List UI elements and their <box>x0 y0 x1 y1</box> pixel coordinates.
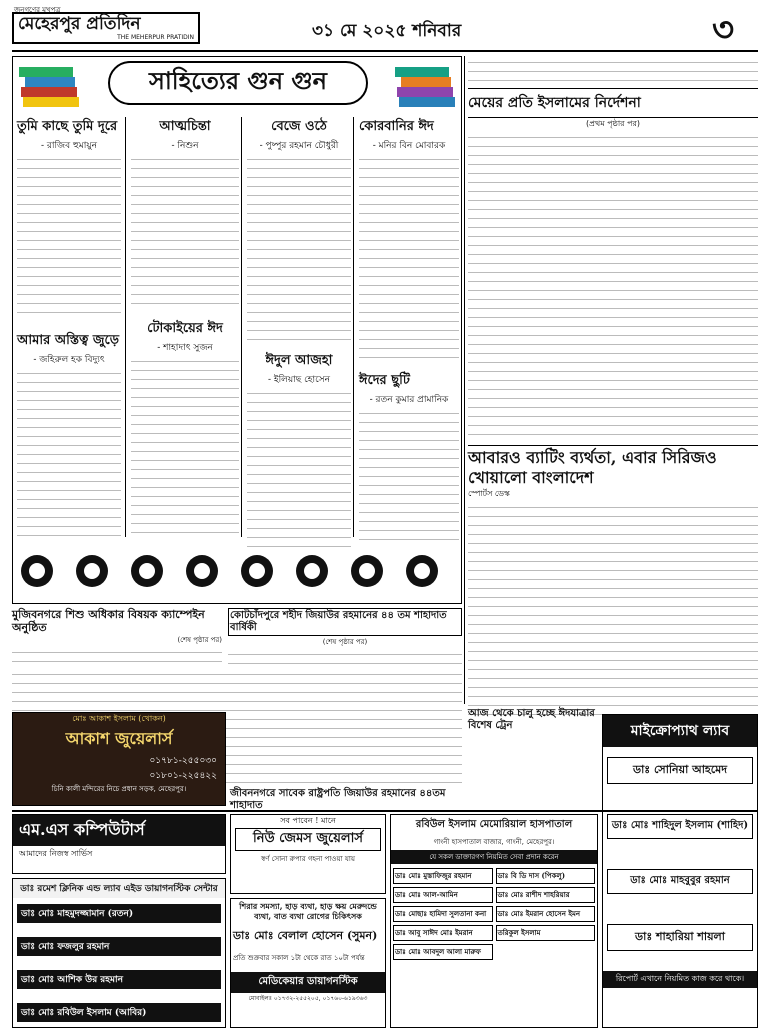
page-number: ৩ <box>712 10 735 50</box>
poem-title: বেজে ওঠে <box>271 119 327 134</box>
column-divider <box>125 117 126 537</box>
ad-hospital-doctor: ডাঃ মোছাঃ হামিদা সুলতানা কনা <box>393 906 493 922</box>
ad-medicare-service: শিরার সমস্যা, হাড় ব্যথা, হাড় ক্ষয় মেরুদন্ডে ব্যথা, বাত ব্যথা রোগের চিকিৎসক <box>239 901 377 921</box>
news-title: জীবননগরে সাবেক রাষ্ট্রপতি জিয়াউর রহমানের ৪৪তম শাহাদাত <box>230 788 446 811</box>
ad-computer-tag: আমাদের নিজস্ব সার্ভিস <box>19 849 93 858</box>
poem-author: - মনির বিন মোবারক <box>372 141 446 151</box>
sports-desk: স্পোর্টস ডেস্ক <box>468 489 510 498</box>
headline-cricket: আবারও ব্যাটিং ব্যর্থতা, এবার সিরিজও খোয়ালো বাংলাদেশ <box>468 445 758 488</box>
ad-hospital-doctor: ডাঃ মোঃ আবদুল আলা মারুফ <box>393 944 493 960</box>
ad-new-jewellers-slogan: সব পাবেন ! মানে <box>280 816 336 825</box>
news-title: কোটচাঁদপুরে শহীদ জিয়াউর রহমানের ৪৪ তম শাহাদাত বার্ষিকী <box>228 608 462 636</box>
column-divider <box>353 117 354 537</box>
news-title: মুজিবনগরে শিশু অধিকার বিষয়ক ক্যাম্পেইন অনুষ্ঠিত <box>12 608 205 634</box>
poem-col-2 <box>131 117 239 537</box>
ad-micropath-doctor: ডাঃ মোঃ মাহবুবুর রহমান <box>607 869 753 894</box>
poem-body <box>17 367 121 537</box>
article-body <box>468 56 758 88</box>
news-1 <box>12 608 222 666</box>
poem-col-1 <box>17 117 121 537</box>
poem-author: - শাহাদাৎ সুজন <box>157 343 213 353</box>
poem-author: - নিশুন <box>171 141 199 151</box>
poem-body <box>247 153 351 345</box>
ad-akash-phone: ০১৮০১-২২৫৪২২ <box>149 771 217 781</box>
column-divider <box>241 117 242 537</box>
news-2 <box>228 608 462 666</box>
ad-medicare-doctor: ডাঃ মোঃ বেলাল হোসেন (সুমন) <box>233 929 378 942</box>
ad-akash-owner: মোঃ আকাশ ইসলাম (খোকন) <box>72 714 166 723</box>
article-body <box>468 131 758 441</box>
ad-hospital-doctor: ডাঃ আবু সাঈদ মোঃ ইমরান <box>393 925 493 941</box>
ad-hospital-doctor: ডাঃ মোঃ ইমরান হোসেন ইমন <box>496 906 596 922</box>
ad-hospital-doctor: তরিকুল ইসলাম <box>496 925 596 941</box>
ad-micropath <box>602 714 758 1028</box>
masthead <box>12 4 758 48</box>
poem-author: - পুষ্পুর রহমান চৌধুরী <box>259 141 339 151</box>
news-train-text: আজ থেকে চালু হচ্ছে ঈদযাত্রার বিশেষ ট্রেন <box>468 708 595 731</box>
ad-medicare <box>230 898 386 1028</box>
ad-computer-name: এম.এস কম্পিউটার্স <box>13 815 225 846</box>
news-4 <box>230 788 462 811</box>
ad-new-jewellers-name: নিউ জেমস জুয়েলার্স <box>235 828 381 851</box>
literature-banner-title: সাহিত্যের গুন গুন <box>148 66 328 95</box>
brand-logo <box>12 12 200 44</box>
ad-computer <box>12 814 226 874</box>
ad-clinic-doctor: ডাঃ মোঃ মাহমুদজ্জামান (রতন) <box>17 904 221 923</box>
literature-section <box>12 56 462 604</box>
news-tag: (শেষ পৃষ্ঠার পর) <box>177 636 222 644</box>
right-column <box>468 56 758 706</box>
books-illustration <box>13 57 87 117</box>
masthead-tagline: জনগণের মুখপত্র <box>14 6 61 14</box>
ad-hospital-doctor: ডাঃ বি ডি দাস (পিকলু) <box>496 868 596 884</box>
masthead-rule <box>12 50 758 52</box>
poem-author: - ইলিয়াছ হোসেন <box>267 375 330 385</box>
ad-hospital-doctors <box>391 866 597 962</box>
ad-micropath-doctor: ডাঃ শাহারিয়া শায়লা <box>607 924 753 951</box>
ad-micropath-name: মাইক্রোপ্যাথ ল্যাব <box>603 715 757 747</box>
poem-author: - রাজিব হুমায়ুন <box>41 141 97 151</box>
ad-akash-jewellers-box <box>12 712 226 806</box>
ad-new-jewellers-sub: স্বর্ণ সোনা রুপার গহনা পাওয়া যায় <box>260 855 356 863</box>
brand-name: মেহেরপুর প্রতিদিন <box>18 14 141 34</box>
ad-new-jewellers <box>230 814 386 894</box>
poem-col-4 <box>359 117 459 537</box>
poem-body <box>359 153 459 361</box>
ad-hospital <box>390 814 598 1028</box>
poem-title: টোকাইয়ের ঈদ <box>147 321 223 336</box>
ad-clinic-doctor: ডাঃ মোঃ আশিক উর রহমান <box>17 970 221 989</box>
poem-body <box>247 387 351 547</box>
ad-hospital-name: রবিউল ইসলাম মেমোরিয়াল হাসপাতাল <box>415 819 573 830</box>
ad-medicare-phone: মোবাইলঃ ০১৭৩২-২৫৫২০৫, ০১৭৬০-৬১৯৩৬৩ <box>248 995 368 1002</box>
issue-date: ৩১ মে ২০২৫ শনিবার <box>312 21 462 41</box>
poem-body <box>131 153 239 311</box>
poem-title: কোরবানির ঈদ <box>359 119 434 134</box>
poem-title: তুমি কাছে তুমি দূরে <box>17 119 118 134</box>
continuation-tag: (প্রথম পৃষ্ঠার পর) <box>585 119 641 128</box>
brand-subname: THE MEHERPUR PRATIDIN <box>117 34 194 41</box>
ad-medicare-center: মেডিকেয়ার ডায়াগনস্টিক <box>231 972 385 993</box>
ad-clinic-name: ডাঃ রমেশ ক্লিনিক এন্ড ল্যাব এইড ডায়াগনস্টিক সেন্টার <box>13 879 225 898</box>
news-tag: (শেষ পৃষ্ঠার পর) <box>322 638 368 646</box>
books-illustration-right <box>391 57 461 117</box>
ad-hospital-addr: গাংনী হাসপাতাল বাজার, গাংনী, মেহেরপুর। <box>433 838 555 846</box>
poem-body <box>359 407 459 547</box>
ad-hospital-doctor: ডাঃ মোঃ আল-আমিন <box>393 887 493 903</box>
headline-islam: মেয়ের প্রতি ইসলামের নির্দেশনা <box>468 88 758 118</box>
ad-medicare-day: প্রতি শুক্রবার সকাল ১টা থেকে রাত ১০টা পর্যন্ত <box>233 954 365 962</box>
poem-title: ঈদুল আজহা <box>265 353 333 368</box>
literature-banner <box>108 61 368 105</box>
ad-clinic-doctor: ডাঃ মোঃ ফজলুর রহমান <box>17 937 221 956</box>
poem-col-3 <box>247 117 351 537</box>
ad-akash-addr: চিনি কালী মন্দিরের নিচে প্রধান সড়ক, মেহেরপুর। <box>51 785 187 793</box>
poem-body <box>17 153 121 321</box>
poem-body <box>131 355 239 535</box>
column-divider <box>464 56 465 704</box>
article-body <box>468 501 758 721</box>
poem-title: আমার অস্তিত্ব জুড়ে <box>17 333 120 348</box>
poem-title: ঈদের ছুটি <box>359 373 410 388</box>
ad-clinic-doctor: ডাঃ মোঃ রবিউল ইসলাম (আবির) <box>17 1003 221 1022</box>
ad-hospital-doctor: ডাঃ মোঃ রাশীদ শাহরিয়ার <box>496 887 596 903</box>
ad-micropath-doctor: ডাঃ মোঃ শাহিদুল ইসলাম (শাহিদ) <box>607 814 753 839</box>
poem-author: - রতন কুমার প্রামানিক <box>369 395 449 405</box>
ad-clinic <box>12 878 226 1028</box>
poem-title: আত্মচিন্তা <box>159 119 211 134</box>
ad-akash-phone: ০১৭৮১-২৫৫০৩০ <box>149 756 217 766</box>
ornament-border <box>17 543 457 599</box>
ad-micropath-footer: রিপোর্ট এখানে নিয়মিত কাজ করে থাকে। <box>603 971 757 988</box>
ad-micropath-doctor: ডাঃ সোনিয়া আহমেদ <box>607 757 753 784</box>
ad-hospital-note: যে সকল ডাক্তারগণ নিয়মিত সেবা প্রদান করেন <box>391 850 597 864</box>
ad-akash-name: আকাশ জুয়েলার্স <box>65 729 173 748</box>
ad-hospital-doctor: ডাঃ মোঃ মুস্তাফিজুর রহমান <box>393 868 493 884</box>
poem-author: - জহিরুল হক বিদ্যুৎ <box>33 355 105 365</box>
